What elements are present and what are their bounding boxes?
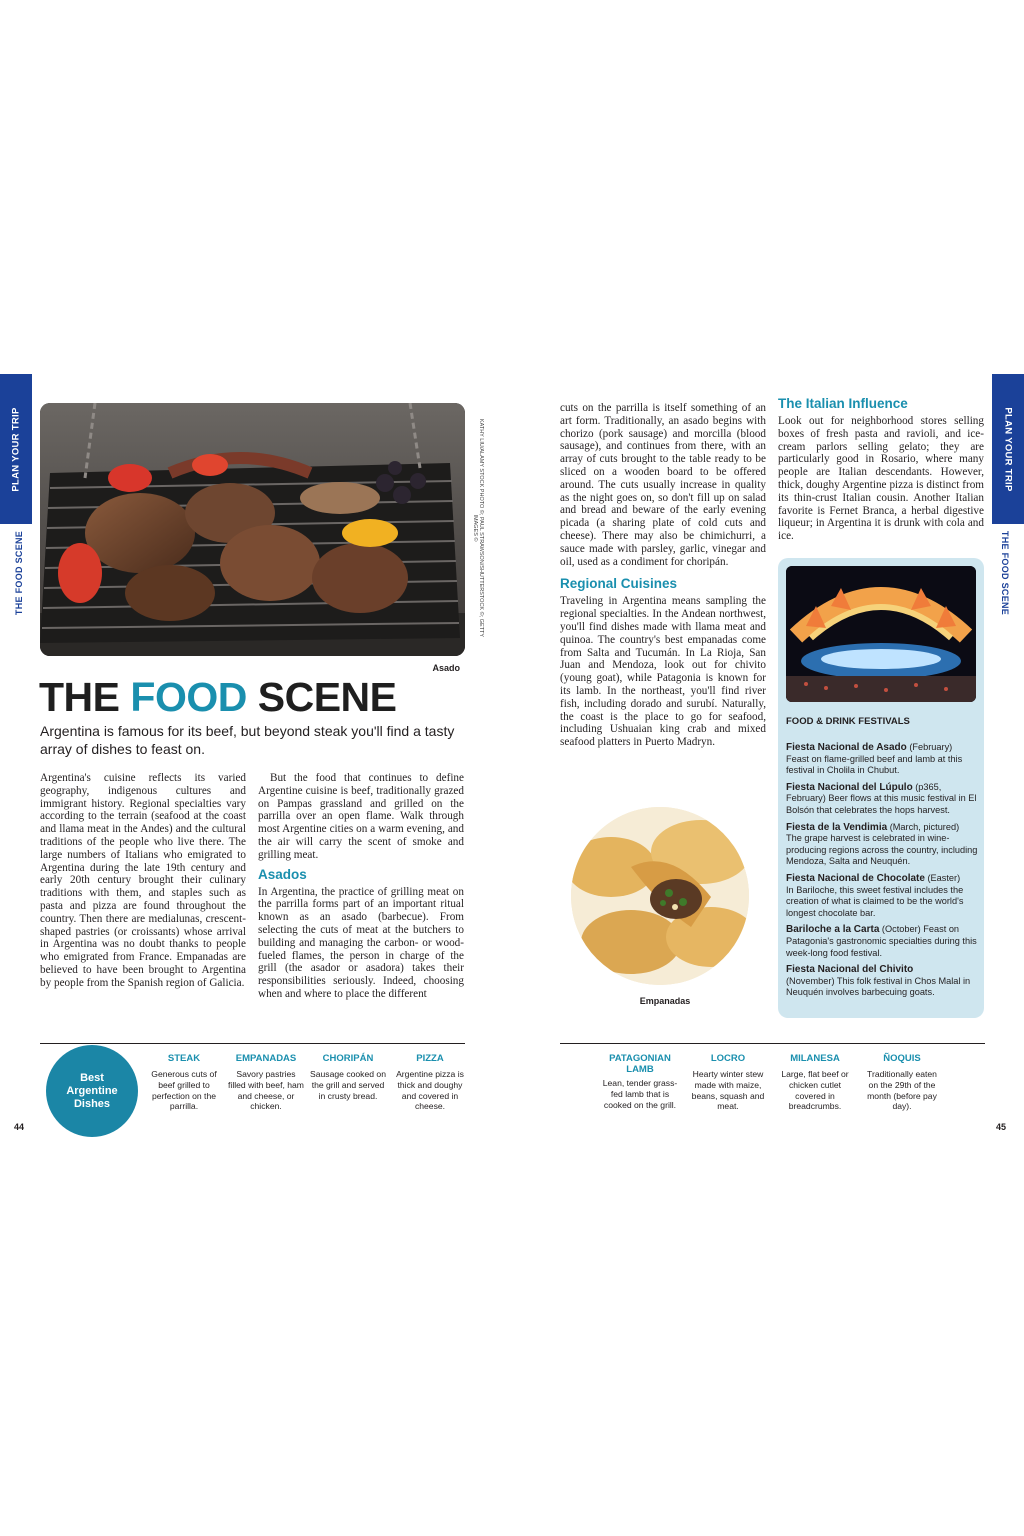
dish-desc: Hearty winter stew made with maize, beans, squash and meat. (691, 1069, 765, 1112)
intro-paragraph: Argentina's cuisine reflects its varied geography, indigenous cultures and immigrant history. Regional specialties vary according to the terrain (seafood at the coast and llama meat in the Andes) and the cultural traditions of the people who live there. The large numbers of Italians who emigrated to Argentina during the late 19th century and early 20th century brought their culinary traditions with them, and staples such as pasta and pizza are found throughout the country. Then there are medialunas, crescent-shaped pastries (or croissants) whose arrival in Argentina was no doubt thanks to people who emigrated from France. Empanadas are believed to have been brought to Argentina by people from the Spanish region of Galicia. (40, 772, 246, 989)
title-part-1: THE (39, 674, 131, 720)
festival-item (786, 924, 978, 959)
festival-name: Fiesta Nacional de Chocolate (786, 872, 925, 884)
festival-name: Fiesta Nacional del Chivito (786, 964, 914, 976)
asados-heading: Asados (258, 866, 307, 882)
asado-photo (40, 403, 465, 656)
page-number-right: 45 (996, 1122, 1007, 1132)
dish-desc: Large, flat beef or chicken cutlet covered in breadcrumbs. (781, 1069, 849, 1112)
dish-desc: Savory pastries filled with beef, ham and cheese, or chicken. (228, 1069, 304, 1112)
festival-note: (March, pictured) (887, 821, 960, 832)
festival-item (786, 964, 978, 999)
side-tab-label: PLAN YOUR TRIP (10, 406, 22, 492)
standfirst: Argentina is famous for its beef, but beyond steak you'll find a tasty array of dishes to feast on. (40, 723, 455, 757)
dish-title: MILANESA (790, 1053, 840, 1064)
dish-title: PIZZA (416, 1053, 444, 1064)
page-title (39, 675, 397, 719)
side-tab-left (0, 374, 32, 524)
page-number-left: 44 (14, 1122, 25, 1132)
dish-milanesa (775, 1053, 855, 1112)
festival-item (786, 822, 978, 868)
best-dishes-rule-right (560, 1043, 985, 1044)
festival-name: Fiesta Nacional de Asado (786, 742, 907, 753)
festival-desc: Feast on Patagonia's gastronomic specialties during this week-long food festival. (786, 924, 977, 958)
festival-desc: Beer flows at this music festival in El Bolsón that celebrates the hops harvest. (786, 793, 977, 815)
festival-heading: FOOD & DRINK FESTIVALS (786, 716, 910, 727)
side-label-right (998, 530, 1012, 616)
title-part-3: SCENE (246, 674, 397, 720)
festival-name: Fiesta Nacional del Lúpulo (786, 781, 913, 793)
photo-credit-text: KATHY LIU/ALAMY STOCK PHOTO ©; PAUL STRAWSON/SHUTTERSTOCK ©; GETTY IMAGES © (472, 418, 484, 638)
best-dishes-badge-text: Best Argentine Dishes (66, 1071, 118, 1110)
italian-paragraph: Look out for neighborhood stores selling boxes of fresh pasta and ravioli, and ice-cream parlors selling gelato; they are particularly good in Rosario, where many people are Italian descendants. However, thick, doughy Argentine pizza is distinct from its thin-crust Italian cousin. Another Italian favorite is Fernet Branca, a herbal digestive liqueur; in Argentina it is drunk with cola and ice. (778, 415, 984, 543)
festival-desc: Feast on flame-grilled beef and lamb at this festival in Cholila in Chubut. (786, 753, 963, 776)
asados-paragraph: In Argentina, the practice of grilling meat on the parrilla forms part of an important ritual known as an asado (barbecue). From selecting the cuts of meat at the butchers to building and managing the carbon- or wood-fueled flames, the person in charge of the grill (the asador or asadora) takes their responsibilities seriously. Indeed, choosing when and where to place the different (258, 885, 464, 1000)
dish-empanadas (228, 1053, 304, 1112)
body-column-1 (40, 772, 246, 990)
festival-photo (786, 566, 976, 702)
italian-heading: The Italian Influence (778, 396, 908, 411)
dish-steak (146, 1053, 222, 1112)
asados-continued: cuts on the parrilla is itself something of an art form. Traditionally, an asado begins with chorizo (pork sausage) and morcilla (blood sausage), and continues from there, with an array of cuts brought to the table ready to be sliced on a wooden board to be offered around. The cuts usually increase in quality as the night goes on, so don't fill up on salad and bread and beware of the early evening picada (a sharing plate of cold cuts and cheese). There may also be chimichurri, a sauce made with parsley, garlic, vinegar and oil, used as a condiment for choripán. (560, 402, 766, 568)
body-column-3 (560, 402, 766, 749)
best-dishes-badge (46, 1045, 138, 1137)
festival-note: (February) (906, 742, 953, 752)
body-column-4 (778, 396, 984, 543)
festival-name: Bariloche a la Carta (786, 924, 880, 936)
photo-caption: Asado (432, 663, 460, 673)
dish-title: LOCRO (710, 1053, 746, 1064)
festival-list (786, 716, 978, 1004)
dish-title: CHORIPÁN (322, 1053, 374, 1064)
dish-patagonian-lamb (600, 1053, 680, 1110)
photo-credit (470, 408, 486, 648)
vendimia-stage-illustration (786, 566, 976, 702)
regional-heading: Regional Cuisines (560, 576, 678, 592)
best-dishes-rule-left (40, 1043, 465, 1044)
festival-item (786, 742, 978, 777)
side-label-text: THE FOOD SCENE (14, 530, 24, 616)
body-column-2 (258, 772, 464, 1001)
dish-desc: Argentine pizza is thick and doughy and covered in cheese. (396, 1069, 464, 1112)
festival-desc: In Bariloche, this sweet festival includes the creation of what is claimed to be the world's longest chocolate bar. (786, 884, 964, 918)
empanadas-photo (571, 807, 749, 985)
dish-pizza (392, 1053, 468, 1112)
side-label-left (12, 530, 26, 616)
festival-desc: The grape harvest is celebrated in wine-producing regions across the country, including Mendoza, Salta and Neuquén. (786, 833, 978, 867)
dish-title: EMPANADAS (235, 1053, 297, 1064)
beef-paragraph: But the food that continues to define Argentine cuisine is beef, traditionally grazed on Pampas grassland and grilled on the parrilla over an open flame. Walk through most Argentine cities on a warm evening, and the air will carry the scent of smoke and grilling meat. (258, 772, 464, 861)
empanadas-illustration (571, 807, 749, 985)
dish-choripan (310, 1053, 386, 1101)
festival-name: Fiesta de la Vendimia (786, 821, 888, 833)
festival-note: (October) (879, 924, 921, 935)
side-label-text: THE FOOD SCENE (1000, 530, 1010, 616)
dish-desc: Sausage cooked on the grill and served in crusty bread. (310, 1069, 386, 1101)
festival-item (786, 873, 978, 919)
dish-title: PATAGONIAN LAMB (609, 1053, 671, 1075)
dish-desc: Lean, tender grass-fed lamb that is cooked on the grill. (602, 1078, 678, 1110)
festival-desc: (November) This folk festival in Chos Malal in Neuquén involves barbecuing goats. (786, 975, 971, 998)
festival-note: (Easter) (924, 872, 961, 883)
regional-paragraph: Traveling in Argentina means sampling the regional specialties. In the Andean northwest, you'll find dishes made with llama meat and quinoa. The country's best empanadas come from Salta and Tucumán. In La Rioja, San Juan and Mendoza, look out for chivito (young goat), while Patagonia is known for its lamb. In the northeast, you'll find river fish, including dorado and surubí. Naturally, the coast is the place to go for seafood, including Ushuaian king crab and mixed seafood platters in Puerto Madryn. (560, 595, 766, 749)
dish-title: STEAK (167, 1053, 201, 1064)
dish-locro (688, 1053, 768, 1112)
asado-grill-illustration (40, 403, 465, 656)
title-part-2: FOOD (130, 674, 247, 720)
festival-item (786, 782, 978, 817)
empanadas-caption: Empanadas (639, 996, 691, 1006)
side-tab-label: PLAN YOUR TRIP (1002, 406, 1014, 492)
festival-note: (p365, February) (786, 781, 942, 804)
dish-desc: Generous cuts of beef grilled to perfection on the parrilla. (151, 1069, 217, 1112)
dish-noquis (862, 1053, 942, 1112)
dish-desc: Traditionally eaten on the 29th of the month (before pay day). (867, 1069, 937, 1112)
dish-title: ÑOQUIS (883, 1053, 921, 1064)
side-tab-right (992, 374, 1024, 524)
